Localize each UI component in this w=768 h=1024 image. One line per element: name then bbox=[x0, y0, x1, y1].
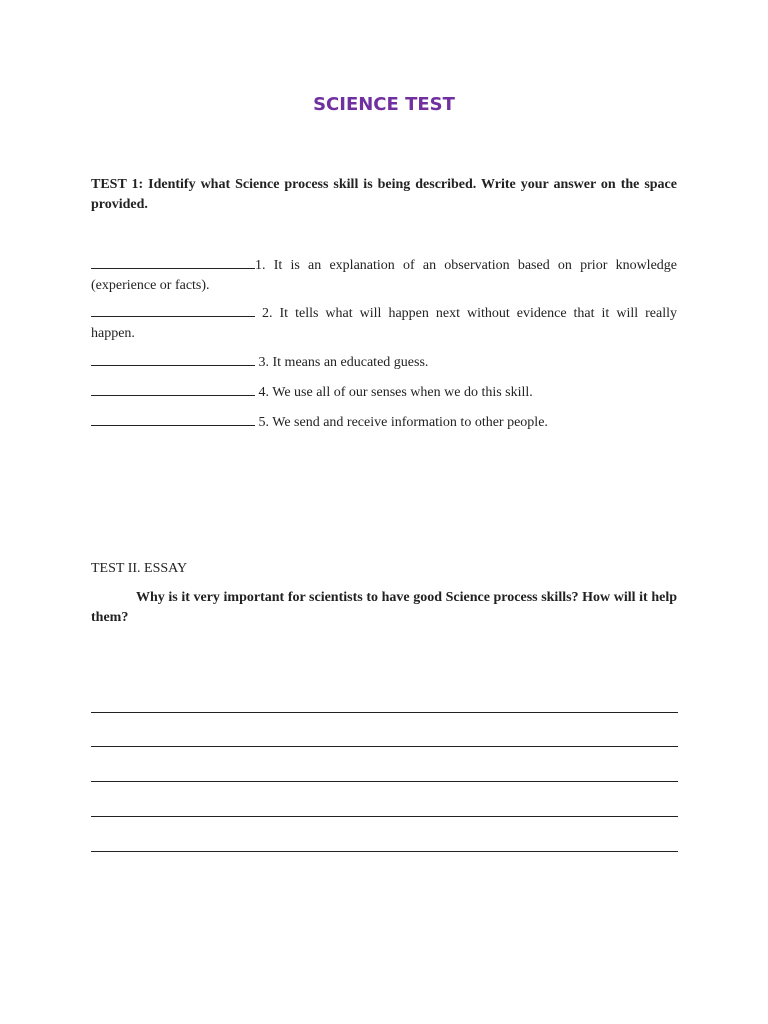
essay-answer-line-1[interactable] bbox=[91, 712, 678, 713]
answer-blank-5[interactable] bbox=[91, 411, 255, 426]
test1-item-2-text: 2. It tells what will happen next without evidence that it will really happen. bbox=[91, 306, 677, 341]
essay-answer-line-3[interactable] bbox=[91, 781, 678, 782]
test1-item-5 bbox=[91, 411, 677, 433]
test2-heading: TEST II. ESSAY bbox=[91, 561, 188, 576]
test1-item-1 bbox=[91, 254, 677, 296]
test1-item-5-text: 5. We send and receive information to other people. bbox=[255, 415, 548, 430]
essay-answer-line-4[interactable] bbox=[91, 816, 678, 817]
essay-answer-line-5[interactable] bbox=[91, 851, 678, 852]
essay-answer-line-2[interactable] bbox=[91, 746, 678, 747]
test1-item-3-text: 3. It means an educated guess. bbox=[255, 355, 429, 370]
test1-item-4 bbox=[91, 381, 677, 403]
answer-blank-2[interactable] bbox=[91, 302, 255, 317]
test1-item-4-text: 4. We use all of our senses when we do this skill. bbox=[255, 385, 533, 400]
answer-blank-1[interactable] bbox=[91, 254, 255, 269]
test1-instructions: TEST 1: Identify what Science process skill is being described. Write your answer on the space provided. bbox=[91, 177, 677, 212]
test1-item-2 bbox=[91, 302, 677, 344]
answer-blank-4[interactable] bbox=[91, 381, 255, 396]
test1-item-1-text: 1. It is an explanation of an observation based on prior knowledge (experience or facts). bbox=[91, 258, 677, 293]
answer-blank-3[interactable] bbox=[91, 351, 255, 366]
test2-question: Why is it very important for scientists to have good Science process skills? How will it help them? bbox=[91, 590, 677, 625]
test1-item-3 bbox=[91, 351, 677, 373]
page-title: SCIENCE TEST bbox=[313, 94, 455, 115]
